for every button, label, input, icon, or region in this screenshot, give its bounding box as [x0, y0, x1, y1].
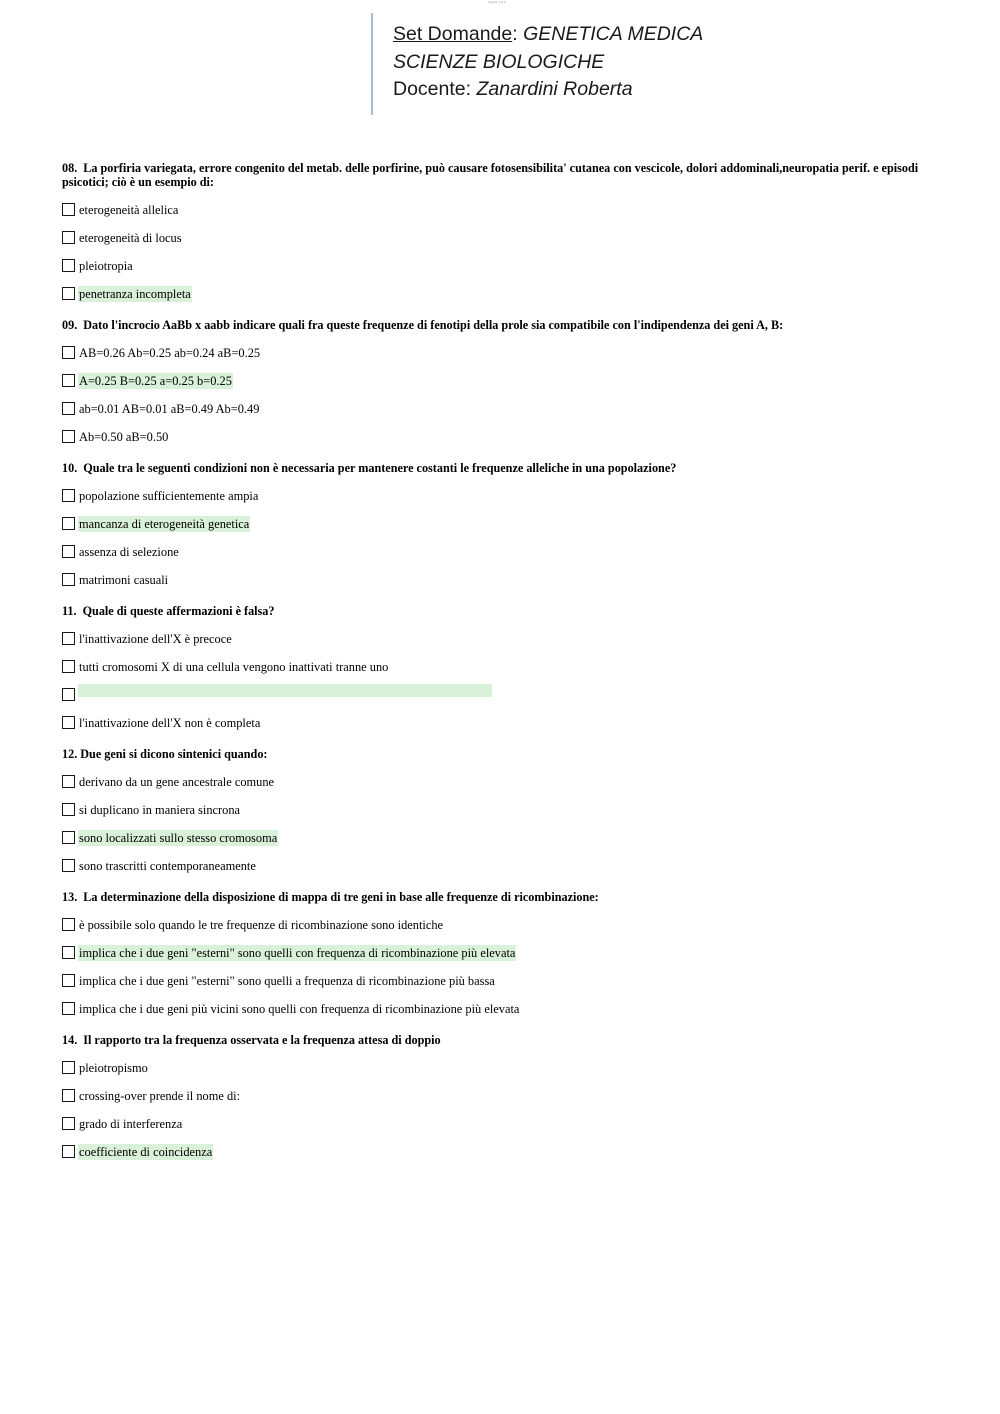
answer-text: matrimoni casuali: [79, 572, 169, 587]
answer-option[interactable]: [62, 400, 922, 417]
answer-option[interactable]: [62, 773, 922, 790]
question-prompt: Il rapporto tra la frequenza osservata e la frequenza attesa di doppio: [83, 1033, 441, 1047]
answer-text: l'inattivazione dell'X è precoce: [79, 631, 232, 646]
question-14: [62, 1033, 922, 1160]
answer-option[interactable]: [62, 229, 922, 246]
answer-checkbox[interactable]: [62, 489, 75, 502]
answer-text: sono trascritti contemporaneamente: [79, 858, 256, 873]
answer-text: crossing-over prende il nome di:: [79, 1088, 241, 1103]
answer-text-correct: A=0.25 B=0.25 a=0.25 b=0.25: [79, 373, 232, 388]
question-text: [62, 747, 922, 761]
question-number: 14.: [62, 1033, 78, 1047]
answer-checkbox[interactable]: [62, 1061, 75, 1074]
subject-title: GENETICA MEDICA: [523, 23, 704, 45]
answer-text: è possibile solo quando le tre frequenze di ricombinazione sono identiche: [79, 917, 444, 932]
answer-checkbox[interactable]: [62, 803, 75, 816]
answer-text: pleiotropia: [79, 258, 133, 273]
question-prompt: La determinazione della disposizione di mappa di tre geni in base alle frequenze di ricombinazione:: [83, 890, 599, 904]
question-number: 08.: [62, 161, 78, 175]
answer-option-correct[interactable]: [62, 372, 922, 389]
answer-text-correct: sono localizzati sullo stesso cromosoma: [79, 830, 278, 845]
answer-option[interactable]: [62, 428, 922, 445]
answer-option[interactable]: [62, 658, 922, 675]
answer-option[interactable]: [62, 972, 922, 989]
question-text: [62, 461, 922, 475]
answer-checkbox[interactable]: [62, 517, 75, 530]
answer-checkbox[interactable]: [62, 231, 75, 244]
answer-text: eterogeneità di locus: [79, 230, 182, 245]
question-number: 11.: [62, 604, 77, 618]
question-10: [62, 461, 922, 588]
question-prompt: Quale di queste affermazioni è falsa?: [82, 604, 275, 618]
question-text: [62, 161, 922, 189]
answer-checkbox[interactable]: [62, 660, 75, 673]
set-separator: :: [512, 23, 524, 45]
answer-checkbox[interactable]: [62, 716, 75, 729]
answer-checkbox[interactable]: [62, 346, 75, 359]
set-label: Set Domande: [393, 23, 513, 45]
question-text: [62, 604, 922, 618]
answer-text: eterogeneità allelica: [79, 202, 179, 217]
page-indicator: Pagina 1 di 2: [488, 1, 506, 4]
answer-text: pleiotropismo: [79, 1060, 148, 1075]
course-title: SCIENZE BIOLOGICHE: [393, 50, 605, 73]
question-text: [62, 1033, 922, 1047]
question-11: [62, 604, 922, 731]
answer-checkbox[interactable]: [62, 688, 75, 701]
answer-text: grado di interferenza: [79, 1116, 183, 1131]
answer-checkbox[interactable]: [62, 545, 75, 558]
question-09: [62, 318, 922, 445]
answer-option[interactable]: [62, 1115, 922, 1132]
answer-option-correct[interactable]: [62, 829, 922, 846]
answer-option[interactable]: [62, 916, 922, 933]
answer-checkbox[interactable]: [62, 918, 75, 931]
question-number: 12.: [62, 747, 78, 761]
answer-text-correct: [78, 684, 492, 697]
answer-text: Ab=0.50 aB=0.50: [79, 429, 169, 444]
answer-option[interactable]: [62, 1059, 922, 1076]
answer-checkbox[interactable]: [62, 632, 75, 645]
answer-checkbox[interactable]: [62, 374, 75, 387]
answer-checkbox[interactable]: [62, 1145, 75, 1158]
question-08: [62, 161, 922, 302]
question-13: [62, 890, 922, 1017]
answer-checkbox[interactable]: [62, 1089, 75, 1102]
header-line-teacher: [393, 76, 703, 104]
answer-text-correct: implica che i due geni "esterni" sono quelli con frequenza di ricombinazione più elevata: [79, 945, 516, 960]
answer-option[interactable]: [62, 543, 922, 560]
answer-checkbox[interactable]: [62, 430, 75, 443]
answer-option[interactable]: [62, 487, 922, 504]
answer-option-correct[interactable]: [62, 1143, 922, 1160]
teacher-label: Docente:: [393, 78, 477, 100]
answer-checkbox[interactable]: [62, 402, 75, 415]
answer-option[interactable]: [62, 714, 922, 731]
question-list: [62, 161, 922, 1176]
question-number: 10.: [62, 461, 78, 475]
answer-text: l'inattivazione dell'X non è completa: [79, 715, 261, 730]
question-number: 09.: [62, 318, 78, 332]
answer-text: tutti cromosomi X di una cellula vengono inattivati tranne uno: [79, 659, 389, 674]
answer-checkbox[interactable]: [62, 974, 75, 987]
answer-option[interactable]: [62, 857, 922, 874]
answer-option[interactable]: [62, 201, 922, 218]
answer-checkbox[interactable]: [62, 946, 75, 959]
answer-text: assenza di selezione: [79, 544, 179, 559]
answer-text: derivano da un gene ancestrale comune: [79, 774, 275, 789]
answer-checkbox[interactable]: [62, 775, 75, 788]
answer-checkbox[interactable]: [62, 1117, 75, 1130]
answer-checkbox[interactable]: [62, 859, 75, 872]
answer-option[interactable]: [62, 571, 922, 588]
answer-text: implica che i due geni più vicini sono quelli con frequenza di ricombinazione più elevata: [79, 1001, 520, 1016]
answer-checkbox[interactable]: [62, 287, 75, 300]
answer-checkbox[interactable]: [62, 259, 75, 272]
answer-text: popolazione sufficientemente ampia: [79, 488, 259, 503]
answer-option[interactable]: [62, 1000, 922, 1017]
answer-text: AB=0.26 Ab=0.25 ab=0.24 aB=0.25: [79, 345, 261, 360]
answer-text-correct: penetranza incompleta: [79, 286, 191, 301]
question-12: [62, 747, 922, 874]
answer-option-correct[interactable]: [62, 285, 922, 302]
answer-text: ab=0.01 AB=0.01 aB=0.49 Ab=0.49: [79, 401, 260, 416]
answer-option-correct[interactable]: [62, 515, 922, 532]
answer-option[interactable]: [62, 630, 922, 647]
answer-option[interactable]: [62, 801, 922, 818]
answer-checkbox[interactable]: [62, 203, 75, 216]
question-prompt: La porfiria variegata, errore congenito del metab. delle porfirine, può causare fotosensibilita' cutanea con vescicole, dolori addominali,neuropatia perif. e episodi psicotici; ciò è un esempio di:: [62, 161, 919, 189]
answer-option[interactable]: [62, 257, 922, 274]
answer-text: implica che i due geni "esterni" sono quelli a frequenza di ricombinazione più bassa: [79, 973, 495, 988]
question-prompt: Dato l'incrocio AaBb x aabb indicare quali fra queste frequenze di fenotipi della prole sia compatibile con l'indipendenza dei geni A, B:: [83, 318, 784, 332]
header-divider: [371, 13, 373, 115]
answer-text: si duplicano in maniera sincrona: [79, 802, 241, 817]
question-number: 13.: [62, 890, 78, 904]
answer-option-correct[interactable]: [62, 944, 922, 961]
answer-option-correct[interactable]: [62, 686, 922, 703]
question-prompt: Due geni si dicono sintenici quando:: [80, 747, 268, 761]
answer-option[interactable]: [62, 344, 922, 361]
question-text: [62, 890, 922, 904]
answer-text-correct: coefficiente di coincidenza: [79, 1144, 213, 1159]
header-line-set: [393, 21, 703, 49]
answer-checkbox[interactable]: [62, 1002, 75, 1015]
answer-text-correct: mancanza di eterogeneità genetica: [79, 516, 250, 531]
question-text: [62, 318, 922, 332]
answer-checkbox[interactable]: [62, 573, 75, 586]
document-header: [393, 21, 703, 104]
question-prompt: Quale tra le seguenti condizioni non è necessaria per mantenere costanti le frequenze alleliche in una popolazione?: [83, 461, 677, 475]
answer-option[interactable]: [62, 1087, 922, 1104]
teacher-name: Zanardini Roberta: [476, 78, 633, 100]
answer-checkbox[interactable]: [62, 831, 75, 844]
